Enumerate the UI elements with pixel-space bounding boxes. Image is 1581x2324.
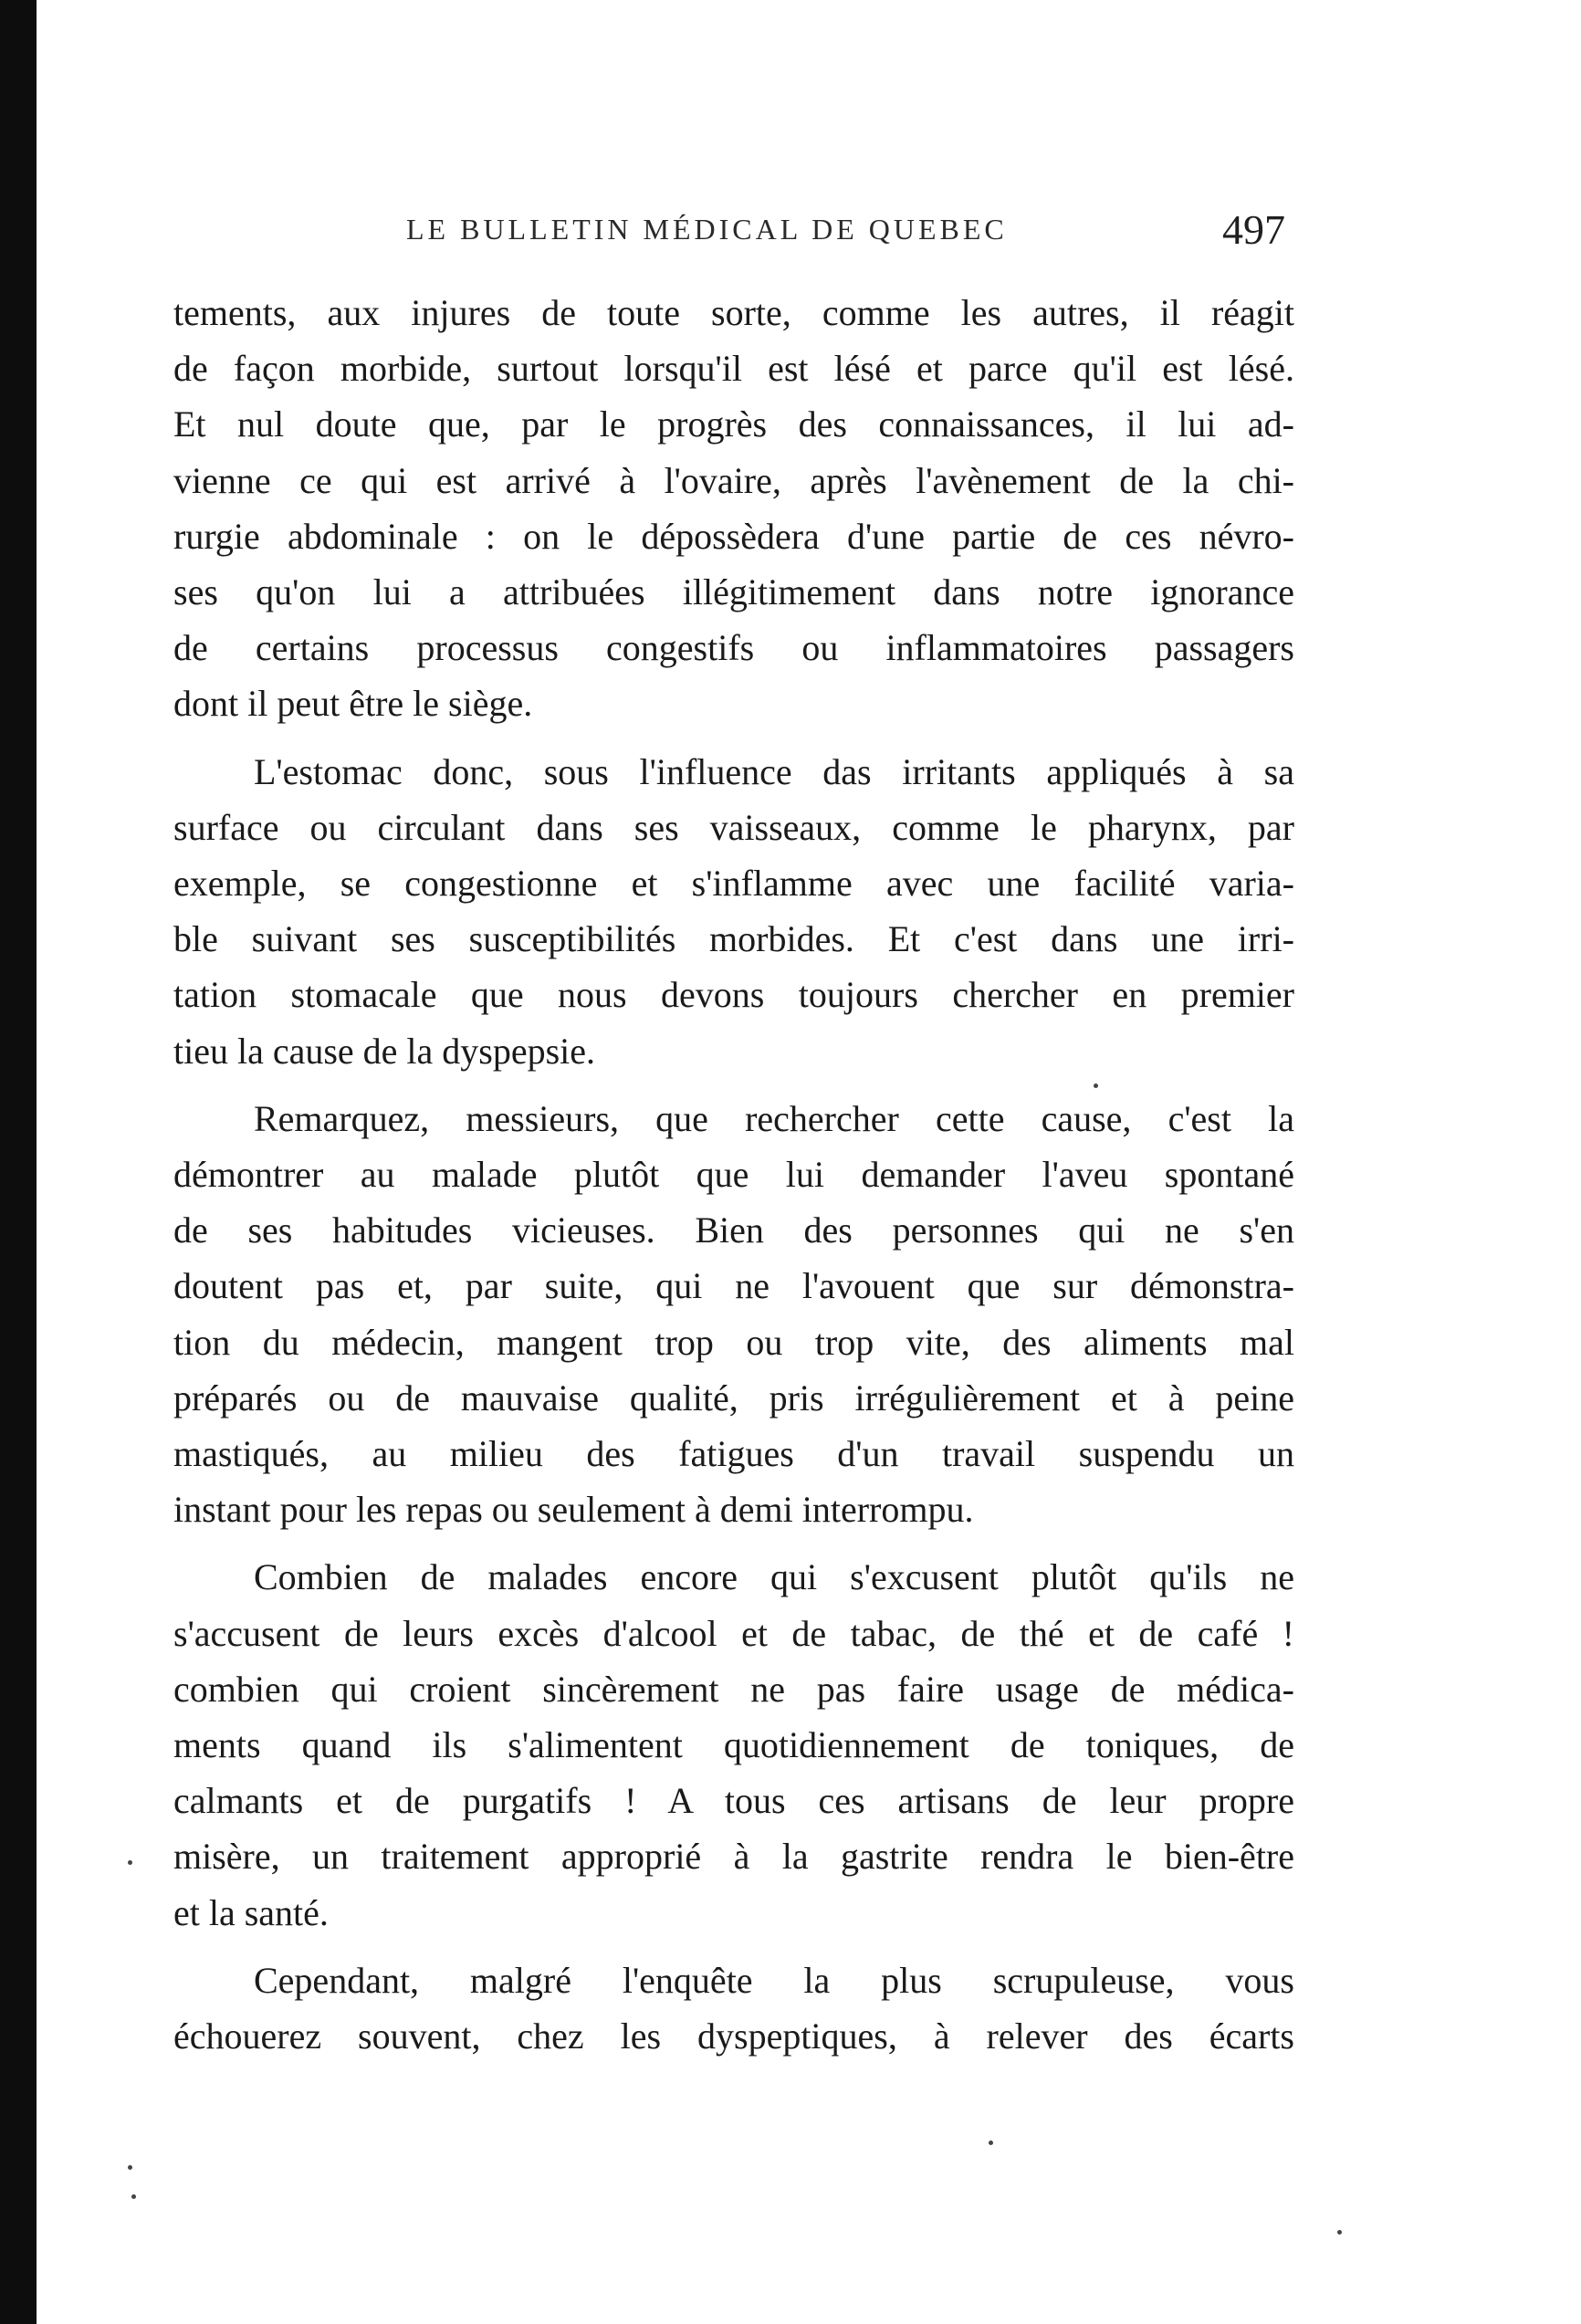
text-line: démontrer au malade plutôt que lui demander l'aveu spontané (173, 1154, 1294, 1196)
paragraph (173, 1091, 1294, 1538)
scan-speck (128, 2165, 132, 2170)
text-line: et la santé. (173, 1891, 329, 1933)
text-line: vienne ce qui est arrivé à l'ovaire, après l'avènement de la chi- (173, 459, 1294, 501)
text-line: tements, aux injures de toute sorte, comme les autres, il réagit (173, 292, 1294, 333)
text-line: mastiqués, au milieu des fatigues d'un travail suspendu un (173, 1433, 1294, 1475)
text-line: préparés ou de mauvaise qualité, pris irrégulièrement et à peine (173, 1377, 1294, 1418)
text-line: Cependant, malgré l'enquête la plus scrupuleuse, vous (254, 1959, 1294, 2001)
text-line: tion du médecin, mangent trop ou trop vite, des aliments mal (173, 1321, 1294, 1363)
paragraph (173, 1549, 1294, 1940)
page-number: 497 (1222, 206, 1285, 253)
text-line: Combien de malades encore qui s'excusent plutôt qu'ils ne (254, 1556, 1294, 1598)
text-line: ments quand ils s'alimentent quotidiennement de toniques, de (173, 1724, 1294, 1766)
paragraph (173, 744, 1294, 1079)
text-line: L'estomac donc, sous l'influence das irritants appliqués à sa (254, 750, 1294, 792)
text-line: s'accusent de leurs excès d'alcool et de tabac, de thé et de café ! (173, 1612, 1294, 1654)
scan-speck (131, 2194, 136, 2199)
text-line: de ses habitudes vicieuses. Bien des personnes qui ne s'en (173, 1209, 1294, 1251)
text-line: misère, un traitement approprié à la gastrite rendra le bien-être (173, 1836, 1294, 1878)
text-line: rurgie abdominale : on le dépossèdera d'une partie de ces névro- (173, 515, 1294, 557)
text-line: Remarquez, messieurs, que rechercher cette cause, c'est la (254, 1097, 1294, 1139)
page-header (173, 205, 1305, 269)
text-line: tation stomacale que nous devons toujours chercher en premier (173, 974, 1294, 1016)
text-line: de certains processus congestifs ou inflammatoires passagers (173, 627, 1294, 669)
text-line: ses qu'on lui a attribuées illégitimement dans notre ignorance (173, 571, 1294, 613)
body-text (173, 285, 1294, 2076)
text-line: doutent pas et, par suite, qui ne l'avouent que sur démonstra- (173, 1265, 1294, 1307)
text-line: exemple, se congestionne et s'inflamme avec une facilité varia- (173, 863, 1294, 905)
scan-speck (989, 2141, 993, 2145)
text-line: dont il peut être le siège. (173, 683, 533, 725)
text-line: tieu la cause de la dyspepsie. (173, 1030, 596, 1072)
paragraph (173, 1952, 1294, 2064)
scan-speck (128, 1860, 132, 1865)
text-line: calmants et de purgatifs ! A tous ces artisans de leur propre (173, 1780, 1294, 1822)
scan-speck (1337, 2230, 1342, 2235)
scan-speck (1094, 1083, 1098, 1088)
text-line: ble suivant ses susceptibilités morbides. Et c'est dans une irri- (173, 918, 1294, 960)
text-line: combien qui croient sincèrement ne pas faire usage de médica- (173, 1668, 1294, 1710)
running-title: LE BULLETIN MÉDICAL DE QUEBEC (406, 213, 1008, 246)
text-line: Et nul doute que, par le progrès des connaissances, il lui ad- (173, 403, 1294, 445)
text-line: surface ou circulant dans ses vaisseaux, comme le pharynx, par (173, 806, 1294, 848)
paragraph (173, 285, 1294, 732)
text-line: instant pour les repas ou seulement à demi interrompu. (173, 1489, 974, 1531)
text-line: de façon morbide, surtout lorsqu'il est lésé et parce qu'il est lésé. (173, 348, 1294, 390)
text-line: échouerez souvent, chez les dyspeptiques, à relever des écarts (173, 2015, 1294, 2057)
